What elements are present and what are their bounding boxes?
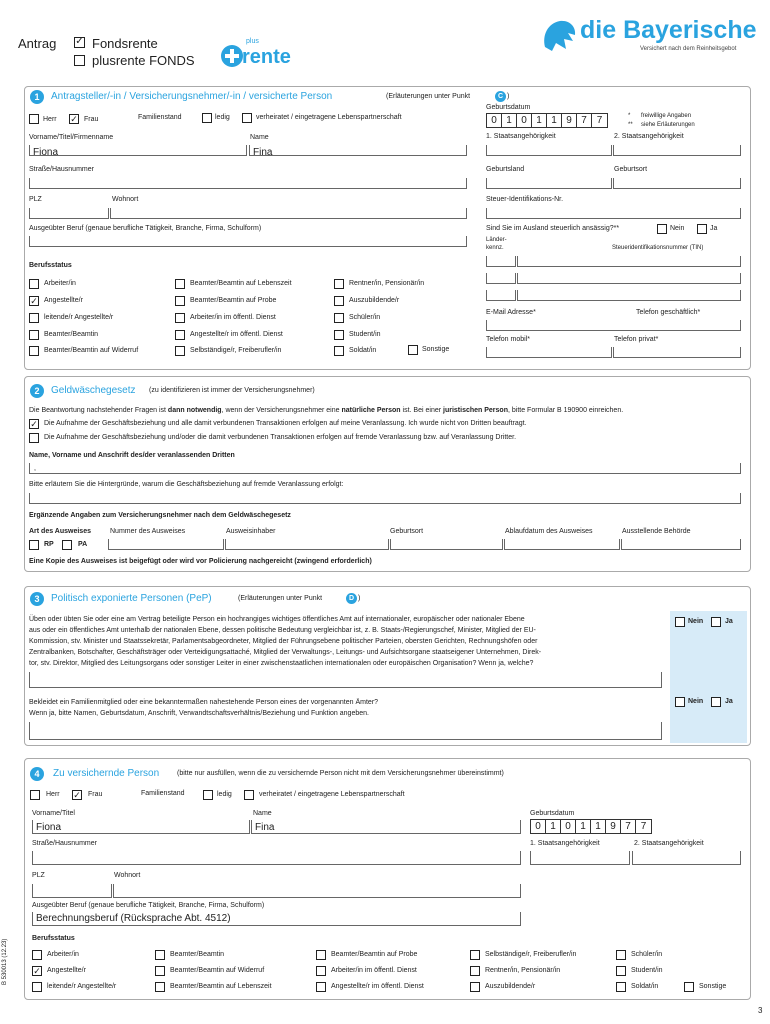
- tel-p-label: Telefon privat*: [614, 336, 659, 343]
- dritte-value: ,: [34, 465, 36, 472]
- staat2-field[interactable]: [613, 145, 741, 156]
- note-d-badge: D: [346, 593, 357, 604]
- berufsstatus-checkbox[interactable]: [334, 346, 344, 356]
- s4-berufsstatus-checkbox[interactable]: [616, 950, 626, 960]
- frau-label: Frau: [84, 116, 99, 123]
- s4-berufsstatus-checkbox[interactable]: [470, 950, 480, 960]
- email-field[interactable]: [486, 320, 741, 331]
- pep-question-line: aus oder ein öffentliches Amt unterhalb der nationalen Ebene, dessen politische Bedeutung vergleichbar ist, z. B. Staats-/Regierungschef, Minister, Mitglied der EU-: [29, 627, 536, 634]
- berufsstatus-label: Arbeiter/in im öffentl. Dienst: [190, 314, 276, 321]
- s4-strasse-label: Straße/Hausnummer: [32, 840, 97, 847]
- s4-berufsstatus-label: Soldat/in: [631, 983, 659, 990]
- section-3-title: Politisch exponierte Personen (PeP): [51, 593, 212, 604]
- dob-digit: 1: [591, 820, 606, 833]
- pep-question-line: Wenn ja, bitte Namen, Geburtsdatum, Anschrift, Verwandtschaftsverhältnis/Beziehung und Funktion angeben.: [29, 710, 369, 717]
- dob-digit: 0: [517, 114, 532, 127]
- s4-berufsstatus-label: Beamter/Beamtin auf Lebenszeit: [170, 983, 272, 990]
- nummer-field[interactable]: [108, 539, 224, 550]
- vorname-value: Fiona: [33, 147, 59, 158]
- rp-label: RP: [44, 541, 54, 548]
- section-3-note: (Erläuterungen unter Punkt: [238, 595, 323, 602]
- berufsstatus-label: Angestellte/r: [44, 297, 83, 304]
- verheiratet-checkbox[interactable]: [242, 113, 252, 123]
- plusrente-label: plusrente FONDS: [92, 53, 195, 68]
- herr-label: Herr: [43, 116, 57, 123]
- s4-beruf-value: Berechnungsberuf (Rücksprache Abt. 4512): [36, 913, 231, 924]
- tel-m-field[interactable]: [486, 347, 612, 358]
- dritte-field[interactable]: [29, 463, 741, 474]
- section-4-title: Zu versichernde Person: [53, 768, 160, 779]
- berufsstatus-label: Beamter/Beamtin auf Lebenszeit: [190, 280, 292, 287]
- sonstige-checkbox[interactable]: [408, 345, 418, 355]
- fondsrente-checkbox[interactable]: ✓: [75, 36, 84, 47]
- section-4-subtitle: (bitte nur ausfüllen, wenn die zu versichernde Person nicht mit dem Versicherungsnehmer übereinstimmt): [177, 770, 504, 777]
- tin-field-3[interactable]: [517, 290, 741, 301]
- s4-geburtsdatum-label: Geburtsdatum: [530, 810, 575, 817]
- berufsstatus-checkbox[interactable]: [175, 296, 185, 306]
- steuer-field[interactable]: [486, 208, 741, 219]
- s4-staat1-field[interactable]: [530, 851, 630, 865]
- strasse-label: Straße/Hausnummer: [29, 166, 94, 173]
- s4-berufsstatus-checkbox[interactable]: ✓: [33, 966, 41, 976]
- laender-field-3[interactable]: [486, 290, 516, 301]
- s4-berufsstatus-label: Selbständige/r, Freiberufler/in: [485, 951, 577, 958]
- s4-birthdate-field[interactable]: [530, 819, 652, 834]
- s4-staat2-label: 2. Staatsangehörigkeit: [634, 840, 704, 847]
- dob-digit: 7: [577, 114, 592, 127]
- s4-vorname-value: Fiona: [36, 822, 62, 833]
- pep1-field[interactable]: [29, 672, 662, 688]
- berufsstatus-label: Student/in: [349, 331, 381, 338]
- berufsstatus-checkbox[interactable]: [175, 313, 185, 323]
- wohnort-field[interactable]: [110, 208, 467, 219]
- page-number: 3: [758, 1006, 763, 1015]
- s4-berufsstatus-checkbox[interactable]: [316, 950, 326, 960]
- s4-plz-label: PLZ: [32, 872, 45, 879]
- s4-berufsstatus-checkbox[interactable]: [155, 966, 165, 976]
- inhaber-field[interactable]: [225, 539, 389, 550]
- s4-berufsstatus-label: Beamter/Beamtin: [170, 951, 225, 958]
- brand-tagline: Versichert nach dem Reinheitsgebot: [640, 46, 737, 52]
- pa-label: PA: [78, 541, 88, 548]
- siehe-note: siehe Erläuterungen: [641, 122, 695, 128]
- dob-digit: 1: [546, 820, 561, 833]
- berufsstatus-label: Auszubildende/r: [349, 297, 400, 304]
- berufsstatus-heading: Berufsstatus: [29, 262, 72, 269]
- name-field[interactable]: [249, 145, 467, 156]
- s4-verheiratet-checkbox[interactable]: [244, 790, 254, 800]
- pa-checkbox[interactable]: [62, 540, 72, 550]
- plusrente-logo: [220, 38, 300, 72]
- note-c-badge: C: [495, 91, 506, 102]
- pep2-field[interactable]: [29, 722, 662, 740]
- s4-ledig-checkbox[interactable]: [203, 790, 213, 800]
- s4-verheiratet-label: verheiratet / eingetragene Lebenspartnerschaft: [259, 791, 405, 798]
- s4-berufsstatus-checkbox[interactable]: [616, 966, 626, 976]
- rp-checkbox[interactable]: [29, 540, 39, 550]
- pep-question-2: [29, 697, 669, 719]
- staat2-label: 2. Staatsangehörigkeit: [614, 133, 684, 140]
- s4-beruf-label: Ausgeübter Beruf (genaue berufliche Tätigkeit, Branche, Firma, Schulform): [32, 902, 265, 909]
- birthdate-field[interactable]: [486, 113, 608, 128]
- art-label: Art des Ausweises: [29, 528, 91, 535]
- pep2-nein-checkbox[interactable]: [675, 697, 685, 707]
- section-1-title: Antragsteller/-in / Versicherungsnehmer/-in / versicherte Person: [51, 91, 333, 102]
- dob-digit: 1: [502, 114, 517, 127]
- pep-question-line: Üben oder übten Sie oder eine am Vertrag beteiligte Person ein hochrangiges wichtiges öffentliches Amt auf internationaler, europäischer oder nationaler Ebene: [29, 616, 525, 623]
- vorname-label: Vorname/Titel/Firmenname: [29, 134, 114, 141]
- s4-berufsstatus-label: leitende/r Angestellte/r: [47, 983, 117, 990]
- plusrente-checkbox[interactable]: [74, 55, 85, 66]
- berufsstatus-checkbox[interactable]: [334, 330, 344, 340]
- ausland-question: Sind Sie im Ausland steuerlich ansässig?**: [486, 225, 620, 232]
- gwg-intro: Die Beantwortung nachstehender Fragen ist dann notwendig, wenn der Versicherungsnehmer eine natürliche Person ist. Bei einer juristischen Person, bitte Formular B 190900 einreichen.: [29, 407, 624, 414]
- laender-field-1[interactable]: [486, 256, 516, 267]
- section-4-number: 4: [30, 767, 44, 781]
- s4-berufsstatus-checkbox[interactable]: [32, 982, 42, 992]
- pep-question-line: Zentralbanken, Botschafter, Geschäftsträger oder Verteidigungsattaché, Mitglied der Verwaltungs-, Leitungs- und Aufsichtsorgane staatseigener Unternehmen, Direk-: [29, 649, 542, 656]
- gwg-own-checkbox[interactable]: ✓: [30, 419, 38, 429]
- s4-strasse-field[interactable]: [32, 851, 521, 865]
- ledig-label: ledig: [215, 114, 230, 121]
- s4-berufsstatus-label: Beamter/Beamtin auf Widerruf: [170, 967, 265, 974]
- s4-berufsstatus-label: Angestellte/r: [47, 967, 86, 974]
- laender-label: Länder-: [486, 237, 507, 243]
- logo-plus-text: plus: [246, 38, 259, 45]
- dritte-label: Name, Vorname und Anschrift des/der veranlassenden Dritten: [29, 452, 235, 459]
- plz-label: PLZ: [29, 196, 42, 203]
- berufsstatus-checkbox[interactable]: [334, 279, 344, 289]
- section-2-subtitle: (zu identifizieren ist immer der Versicherungsnehmer): [149, 387, 315, 394]
- erg-heading: Ergänzende Angaben zum Versicherungsnehmer nach dem Geldwäschegesetz: [29, 512, 291, 519]
- strasse-field[interactable]: [29, 178, 467, 189]
- behoerde-label: Ausstellende Behörde: [622, 528, 691, 535]
- logo-rente-text: rente: [242, 46, 291, 68]
- berufsstatus-checkbox[interactable]: [175, 279, 185, 289]
- staat1-label: 1. Staatsangehörigkeit: [486, 133, 556, 140]
- pep-answer-panel: [670, 611, 747, 743]
- ausland-nein-label: Nein: [670, 225, 685, 232]
- dob-digit: 1: [532, 114, 547, 127]
- berufsstatus-checkbox[interactable]: [334, 313, 344, 323]
- laender-field-2[interactable]: [486, 273, 516, 284]
- tel-g-label: Telefon geschäftlich*: [636, 309, 701, 316]
- ausland-ja-label: Ja: [710, 225, 718, 232]
- nummer-label: Nummer des Ausweises: [110, 528, 186, 535]
- section-1-note: (Erläuterungen unter Punkt: [386, 93, 471, 100]
- pep2-nein-label: Nein: [688, 698, 704, 705]
- dob-digit: 0: [531, 820, 546, 833]
- ausweis-geburtsort-label: Geburtsort: [390, 528, 424, 535]
- s4-vorname-label: Vorname/Titel: [32, 810, 75, 817]
- s4-staat2-field[interactable]: [632, 851, 741, 865]
- pep2-ja-checkbox[interactable]: [711, 697, 721, 707]
- berufsstatus-checkbox[interactable]: [29, 279, 39, 289]
- geburtsort-field[interactable]: [613, 178, 741, 189]
- plus-icon: [220, 44, 244, 68]
- berufsstatus-label: Angestellte/r im öffentl. Dienst: [190, 331, 283, 338]
- dob-digit: 0: [487, 114, 502, 127]
- s4-berufsstatus-checkbox[interactable]: [470, 982, 480, 992]
- ausweis-geburtsort-field[interactable]: [390, 539, 503, 550]
- s4-name-field[interactable]: [251, 820, 521, 834]
- s4-berufsstatus-label: Beamter/Beamtin auf Probe: [331, 951, 418, 958]
- dob-digit: 9: [606, 820, 621, 833]
- s4-plz-field[interactable]: [32, 884, 112, 898]
- pep1-ja-checkbox[interactable]: [711, 617, 721, 627]
- berufsstatus-checkbox[interactable]: [29, 346, 39, 356]
- brand-name: die Bayerische: [580, 16, 757, 44]
- beruf-label: Ausgeübter Beruf (genaue berufliche Tätigkeit, Branche, Firma, Schulform): [29, 225, 262, 232]
- ablauf-label: Ablaufdatum des Ausweises: [505, 528, 593, 535]
- ledig-checkbox[interactable]: [202, 113, 212, 123]
- s4-berufsstatus-label: Arbeiter/in im öffentl. Dienst: [331, 967, 417, 974]
- familienstand-label: Familienstand: [138, 114, 182, 121]
- s4-berufsstatus-checkbox[interactable]: [316, 966, 326, 976]
- kennz-label: kennz.: [486, 245, 504, 251]
- dob-digit: 1: [576, 820, 591, 833]
- berufsstatus-label: Rentner/in, Pensionär/in: [349, 280, 425, 287]
- dob-digit: 7: [621, 820, 636, 833]
- tin-field-1[interactable]: [517, 256, 741, 267]
- s4-berufsstatus-label: Schüler/in: [631, 951, 663, 958]
- dob-digit: 1: [547, 114, 562, 127]
- berufsstatus-checkbox[interactable]: [29, 330, 39, 340]
- gwg-own-label: Die Aufnahme der Geschäftsbeziehung und alle damit verbundenen Transaktionen erfolgen auf meine Veranlassung. Ich wurde nicht von Dritten beauftragt.: [44, 420, 527, 427]
- ausland-nein-checkbox[interactable]: [657, 224, 667, 234]
- pep-question-line: tor, stv. Direktor, Mitglied des Leitungsorgans oder sonstiger Leiter in einer zwischenstaatlichen internationalen oder europäischen Organisation? Wenn ja, welche?: [29, 660, 534, 667]
- berufsstatus-label: Selbständige/r, Freiberufler/in: [190, 347, 282, 354]
- pep-question-1: [29, 614, 669, 669]
- berufsstatus-label: Schüler/in: [349, 314, 381, 321]
- s4-berufsstatus-checkbox[interactable]: [316, 982, 326, 992]
- s4-sonstige-label: Sonstige: [699, 983, 727, 990]
- berufsstatus-label: Beamter/Beamtin auf Probe: [190, 297, 277, 304]
- berufsstatus-checkbox[interactable]: [175, 330, 185, 340]
- s4-beruf-field[interactable]: [32, 912, 521, 926]
- lion-icon: [540, 17, 578, 53]
- pep1-ja-label: Ja: [725, 618, 733, 625]
- s4-frau-label: Frau: [88, 791, 103, 798]
- frau-checkbox[interactable]: ✓: [70, 114, 78, 124]
- berufsstatus-label: Soldat/in: [349, 347, 377, 354]
- s4-berufsstatus-checkbox[interactable]: [155, 982, 165, 992]
- s4-sonstige-checkbox[interactable]: [684, 982, 694, 992]
- fondsrente-label: Fondsrente: [92, 36, 158, 51]
- dob-digit: 0: [561, 820, 576, 833]
- section-2-number: 2: [30, 384, 44, 398]
- section-3-note-end: ): [358, 595, 361, 602]
- s4-berufsstatus-checkbox[interactable]: [470, 966, 480, 976]
- dob-digit: 9: [562, 114, 577, 127]
- s4-berufsstatus-label: Arbeiter/in: [47, 951, 79, 958]
- s4-name-label: Name: [253, 810, 272, 817]
- s4-herr-label: Herr: [46, 791, 60, 798]
- tin-label: Steueridentifikationsnummer (TIN): [612, 245, 704, 251]
- pep1-nein-checkbox[interactable]: [675, 617, 685, 627]
- plz-field[interactable]: [29, 208, 109, 219]
- s4-berufsstatus-label: Auszubildende/r: [485, 983, 536, 990]
- hinter-field[interactable]: [29, 493, 741, 504]
- name-label: Name: [250, 134, 269, 141]
- s4-berufsstatus-checkbox[interactable]: [32, 950, 42, 960]
- s4-vorname-field[interactable]: [32, 820, 250, 834]
- berufsstatus-checkbox[interactable]: [29, 313, 39, 323]
- beruf-field[interactable]: [29, 236, 467, 247]
- s4-name-value: Fina: [255, 822, 275, 833]
- berufsstatus-label: leitende/r Angestellte/r: [44, 314, 114, 321]
- s4-wohnort-field[interactable]: [113, 884, 521, 898]
- footnote-star-2: **: [628, 122, 633, 128]
- kopie-note: Eine Kopie des Ausweises ist beigefügt oder wird vor Policierung nachgereicht (zwingend erforderlich): [29, 558, 372, 565]
- berufsstatus-label: Arbeiter/in: [44, 280, 76, 287]
- gwg-third-checkbox[interactable]: [29, 433, 39, 443]
- section-2-title: Geldwäschegesetz: [51, 385, 136, 396]
- s4-familienstand-label: Familienstand: [141, 790, 185, 797]
- footnote-star-1: *: [628, 113, 631, 119]
- s4-staat1-label: 1. Staatsangehörigkeit: [530, 840, 600, 847]
- berufsstatus-checkbox[interactable]: [175, 346, 185, 356]
- pep2-ja-label: Ja: [725, 698, 733, 705]
- berufsstatus-checkbox[interactable]: ✓: [30, 296, 38, 306]
- verheiratet-label: verheiratet / eingetragene Lebenspartnerschaft: [256, 114, 402, 121]
- geburtsdatum-label: Geburtsdatum: [486, 104, 531, 111]
- hinter-label: Bitte erläutern Sie die Hintergründe, warum die Geschäftsbeziehung auf fremde Veranlassung erfolgt:: [29, 481, 344, 488]
- pep-question-line: Kommission, stv. Minister und Staatssekretär, Parlamentsabgeordneter, Mitglied der Führungsebene politischer Parteien, obersten Gerichten, Rechnungshöfen oder: [29, 638, 538, 645]
- tel-p-field[interactable]: [613, 347, 741, 358]
- s4-ledig-label: ledig: [217, 791, 232, 798]
- freiwillig-note: freiwillige Angaben: [641, 113, 692, 119]
- s4-wohnort-label: Wohnort: [114, 872, 141, 879]
- s4-berufsstatus-checkbox[interactable]: [616, 982, 626, 992]
- gwg-third-label: Die Aufnahme der Geschäftsbeziehung und/oder die damit verbundenen Transaktionen erfolgen auf fremde Veranlassung bzw. auf Veranlassung Dritter.: [44, 434, 517, 441]
- s4-berufsstatus-checkbox[interactable]: [155, 950, 165, 960]
- geburtsort-label: Geburtsort: [614, 166, 648, 173]
- email-label: E-Mail Adresse*: [486, 309, 536, 316]
- s4-berufsstatus-label: Student/in: [631, 967, 663, 974]
- dob-digit: 7: [640, 821, 647, 832]
- berufsstatus-label: Beamter/Beamtin auf Widerruf: [44, 347, 139, 354]
- staat1-field[interactable]: [486, 145, 612, 156]
- herr-checkbox[interactable]: [29, 114, 39, 124]
- vorname-field[interactable]: [29, 145, 247, 156]
- s4-berufsstatus-label: Angestellte/r im öffentl. Dienst: [331, 983, 424, 990]
- geburtsland-label: Geburtsland: [486, 166, 525, 173]
- form-number: B 530013 (12.23): [2, 938, 8, 985]
- section-1-note-end: ): [507, 93, 510, 100]
- geburtsland-field[interactable]: [486, 178, 612, 189]
- s4-herr-checkbox[interactable]: [30, 790, 40, 800]
- behoerde-field[interactable]: [621, 539, 741, 550]
- dob-digit: 7: [596, 115, 603, 126]
- s4-frau-checkbox[interactable]: ✓: [73, 790, 81, 800]
- sonstige-label: Sonstige: [422, 346, 450, 353]
- inhaber-label: Ausweisinhaber: [226, 528, 276, 535]
- tin-field-2[interactable]: [517, 273, 741, 284]
- wohnort-label: Wohnort: [112, 196, 139, 203]
- ausland-ja-checkbox[interactable]: [697, 224, 707, 234]
- pep-question-line: Bekleidet ein Familienmitglied oder eine bekanntermaßen nahestehende Person eines der vorgenannten Ämter?: [29, 699, 379, 706]
- berufsstatus-checkbox[interactable]: [334, 296, 344, 306]
- steuer-label: Steuer-Identifikations-Nr.: [486, 196, 564, 203]
- section-1-number: 1: [30, 90, 44, 104]
- section-3-number: 3: [30, 592, 44, 606]
- pep1-nein-label: Nein: [688, 618, 704, 625]
- name-value: Fina: [253, 147, 273, 158]
- berufsstatus-label: Beamter/Beamtin: [44, 331, 99, 338]
- ablauf-field[interactable]: [504, 539, 620, 550]
- s4-berufsstatus-heading: Berufsstatus: [32, 935, 75, 942]
- antrag-label: Antrag: [18, 36, 57, 51]
- tel-m-label: Telefon mobil*: [486, 336, 530, 343]
- s4-berufsstatus-label: Rentner/in, Pensionär/in: [485, 967, 561, 974]
